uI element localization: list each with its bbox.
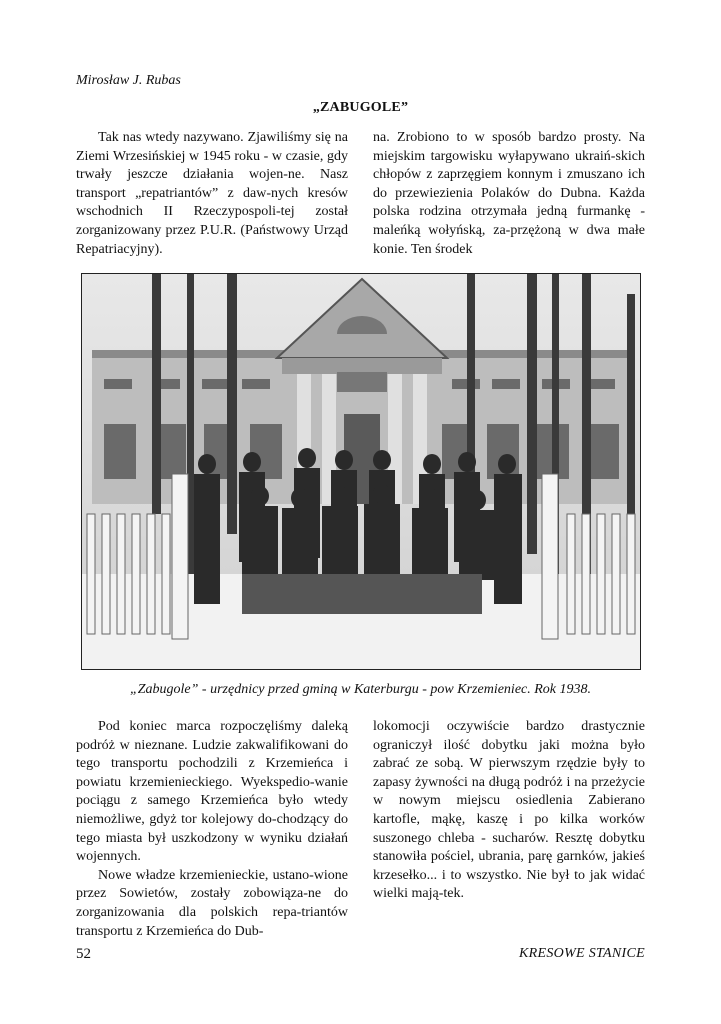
photo-caption: „Zabugole” - urzędnicy przed gminą w Katerburgu - pow Krzemieniec. Rok 1938. <box>129 682 592 697</box>
historical-photograph <box>81 273 641 670</box>
text-column-4 <box>373 718 645 904</box>
text-column-2 <box>373 129 645 259</box>
journal-name: KRESOWE STANICE <box>519 946 645 961</box>
paragraph: Tak nas wtedy nazywano. Zjawiliśmy się na Ziemi Wrzesińskiej w 1945 roku - w czasie, gdy trwały jeszcze działania wojen-ne. Nasz transport „repatriantów” z daw-nych kresów wschodnich II Rzeczypospoli-tej został zorganizowany przez P.U.R. (Państwowy Urząd Repatriacyjny). <box>76 130 348 257</box>
text-column-3 <box>76 718 348 941</box>
page-number: 52 <box>76 946 91 962</box>
photo-illustration <box>82 274 640 669</box>
text-column-1 <box>76 129 348 259</box>
paragraph: Pod koniec marca rozpoczęliśmy daleką podróż w nieznane. Ludzie zakwalifikowani do tego transportu pochodzili z Krzemieńca i powiatu krzemienieckiego. Wyekspedio-wanie pociągu z samego Krzemieńca było wtedy niemożliwe, gdyż tor kolejowy do-chodzący do tego miasta był uszkodzony w wyniku działań wojennych. <box>76 719 348 865</box>
article-title: „ZABUGOLE” <box>312 100 409 115</box>
paragraph: na. Zrobiono to w sposób bardzo prosty. Na miejskim targowisku wyłapywano ukraiń-skich chłopów z zaprzęgiem konnym i zmuszano ich do przewiezienia Polaków do Dubna. Każda polska rodzina otrzymała jedną furmankę - maleńką wołyńską, za-przężoną w dwa małe konie. Ten środek <box>373 130 645 257</box>
author-name: Mirosław J. Rubas <box>76 73 181 88</box>
paragraph: Nowe władze krzemienieckie, ustano-wione przez Sowietów, zostały zobowiąza-ne do zorganizowania dla polskich repa-triantów transportu z Krzemieńca do Dub- <box>76 867 348 939</box>
paragraph: lokomocji oczywiście bardzo drastycznie ograniczył ilość dobytku jaki można było zabrać ze sobą. W pierwszym rzędzie były to zapasy żywności na długą podróż i na przeżycie w nowym miejscu osiedlenia Zabierano kartofle, mąkę, kaszę i po kilka worków suszonego chleba - sucharów. Resztę dobytku stanowiła pościel, ubrania, parę garnków, jakieś krzesełko... i to wszystko. Nie był to jak widać wielki mają-tek. <box>373 719 645 902</box>
